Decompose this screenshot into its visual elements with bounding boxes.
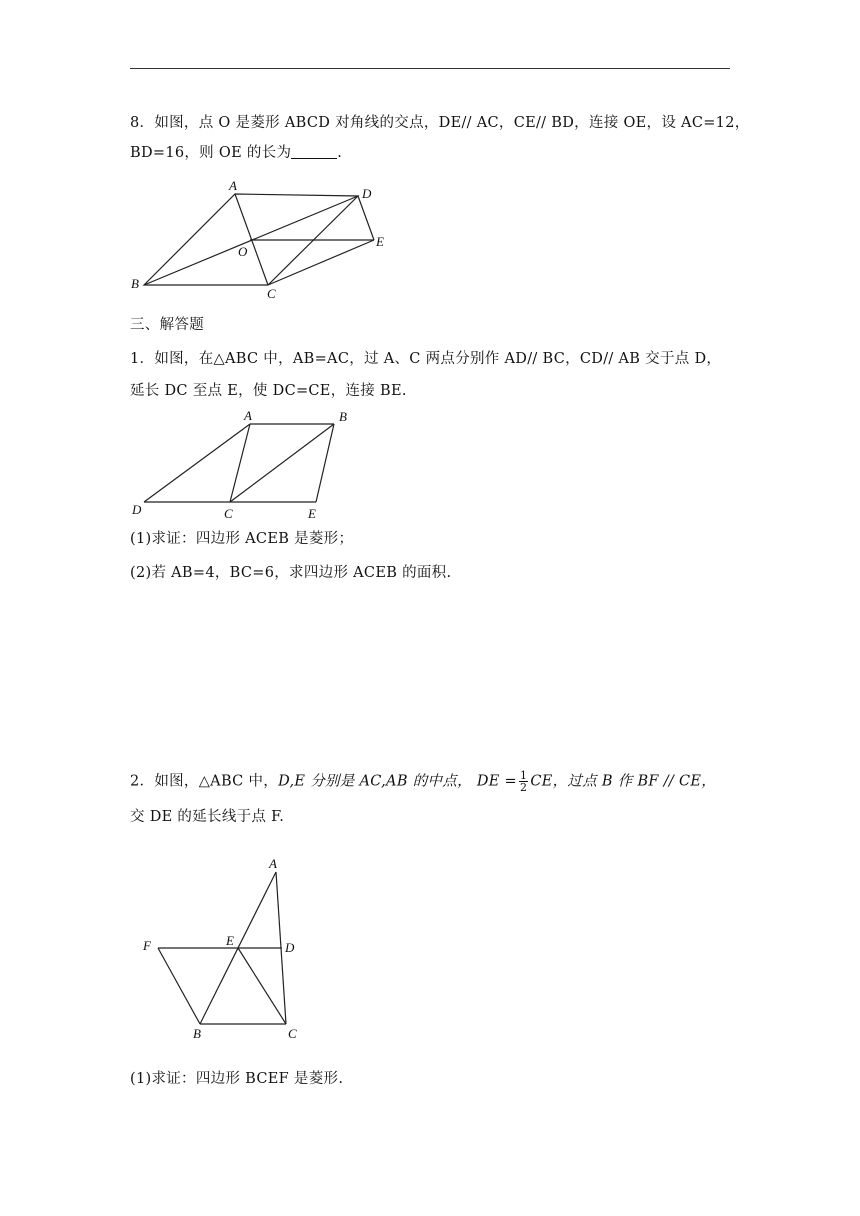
label-c: C: [267, 286, 276, 301]
answer-blank: [291, 144, 337, 159]
label-d: D: [285, 940, 295, 955]
header-rule: [130, 68, 730, 69]
seg-ac: [230, 424, 250, 502]
seg-fb: [158, 948, 200, 1024]
label-b: B: [131, 276, 139, 291]
p1-figure: [130, 406, 360, 524]
p1-sub2: (2)若 AB=4，BC=6，求四边形 ACEB 的面积.: [130, 565, 452, 581]
seg-de: [358, 196, 374, 240]
p2-text-line2: 交 DE 的延长线于点 F.: [130, 809, 285, 825]
seg-ad: [144, 424, 250, 502]
q8-figure: [130, 176, 400, 301]
label-o: O: [238, 244, 248, 259]
p2-sub1: (1)求证：四边形 BCEF 是菱形.: [130, 1071, 344, 1087]
label-e: E: [308, 506, 316, 521]
label-f: F: [143, 938, 151, 953]
label-a: A: [244, 408, 252, 423]
label-c: C: [288, 1026, 297, 1041]
p2-figure: [130, 852, 320, 1047]
seg-ec: [238, 948, 286, 1024]
label-e: E: [376, 234, 384, 249]
label-a: A: [269, 856, 277, 871]
label-e: E: [226, 933, 234, 948]
fraction-one-half: $\frac{1}{2}$: [520, 769, 528, 794]
label-d: D: [132, 502, 142, 517]
label-d: D: [362, 186, 372, 201]
label-b: B: [339, 409, 347, 424]
p1-text-line2: 延长 DC 至点 E，使 DC=CE，连接 BE.: [130, 383, 407, 399]
q8-text-line1: 8．如图，点 O 是菱形 ABCD 对角线的交点，DE// AC，CE// BD，连接 OE，设 AC=12，: [130, 115, 750, 131]
q8-text-line2: BD=16，则 OE 的长为 .: [130, 145, 343, 161]
p1-text-line1: 1．如图，在△ABC 中，AB=AC，过 A、C 两点分别作 AD// BC，CD// AB 交于点 D，: [130, 351, 722, 367]
p1-sub1: (1)求证：四边形 ACEB 是菱形；: [130, 531, 354, 547]
label-a: A: [229, 178, 237, 193]
section-title: 三、解答题: [130, 317, 204, 333]
label-b: B: [193, 1026, 201, 1041]
label-c: C: [224, 506, 233, 521]
p2-text-line1: 2．如图，△ABC 中，D,E 分别是 AC,AB 的中点， DE = $\frac{1}{2}$ CE，过点 B 作 BF // CE，: [130, 769, 717, 794]
seg-ce: [268, 240, 374, 285]
